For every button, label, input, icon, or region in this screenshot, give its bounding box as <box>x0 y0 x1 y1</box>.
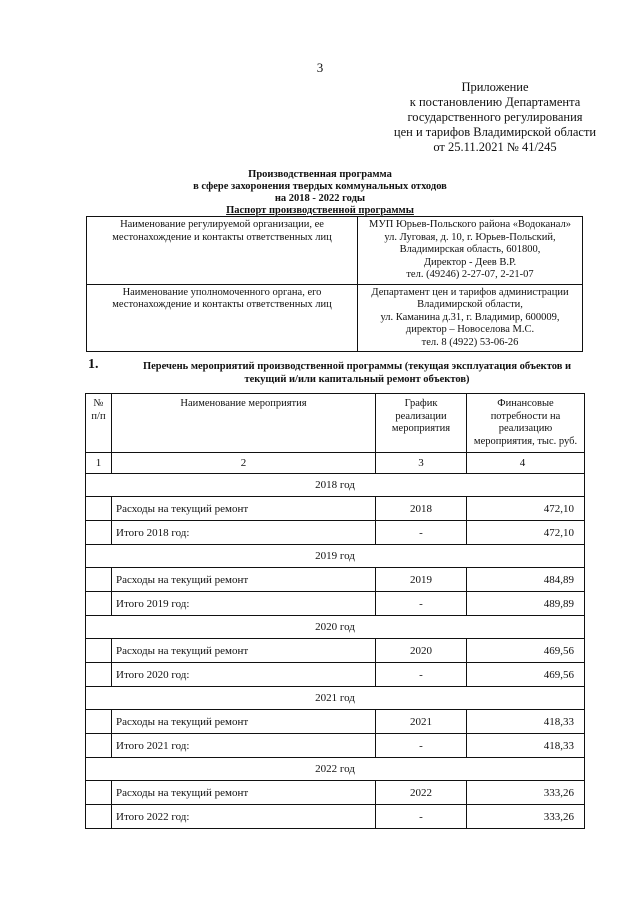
total-label: Итого 2020 год: <box>112 663 376 687</box>
measure-amount: 472,10 <box>467 497 585 521</box>
measures-table <box>85 393 585 829</box>
year-heading-row <box>86 545 585 568</box>
row-number <box>86 710 112 734</box>
index-cell: 4 <box>467 453 585 474</box>
table-row <box>86 710 585 734</box>
measures-body <box>86 453 585 829</box>
year-heading: 2021 год <box>86 687 585 710</box>
passport-value <box>358 284 583 352</box>
table-row <box>86 497 585 521</box>
total-row <box>86 663 585 687</box>
passport-label: Наименование уполномоченного органа, его местонахождение и контакты ответственных лиц <box>87 284 358 352</box>
year-heading-row <box>86 758 585 781</box>
total-amount: 472,10 <box>467 521 585 545</box>
passport-label: Наименование регулируемой организации, ее местонахождение и контакты ответственных лиц <box>87 217 358 285</box>
total-amount: 333,26 <box>467 805 585 829</box>
passport-value-line: ул. Луговая, д. 10, г. Юрьев-Польский, <box>384 231 556 243</box>
total-label: Итого 2018 год: <box>112 521 376 545</box>
index-row <box>86 453 585 474</box>
index-cell: 3 <box>376 453 467 474</box>
appendix-line: цен и тарифов Владимирской области <box>393 125 597 139</box>
total-label: Итого 2019 год: <box>112 592 376 616</box>
passport-value <box>358 217 583 285</box>
measure-schedule: 2018 <box>376 497 467 521</box>
total-schedule: - <box>376 805 467 829</box>
table-header-row <box>86 394 585 453</box>
measure-name: Расходы на текущий ремонт <box>112 497 376 521</box>
measure-name: Расходы на текущий ремонт <box>112 639 376 663</box>
row-number <box>86 592 112 616</box>
passport-title: Паспорт производственной программы <box>226 205 414 216</box>
appendix-line: от 25.11.2021 № 41/245 <box>433 140 557 154</box>
passport-value-line: Директор - Деев В.Р. <box>423 256 517 268</box>
measure-amount: 469,56 <box>467 639 585 663</box>
total-row <box>86 805 585 829</box>
row-number <box>86 568 112 592</box>
header-finance: Финансовые потребности на реализацию мероприятия, тыс. руб. <box>467 394 585 453</box>
appendix-line: Приложение <box>461 80 529 94</box>
row-number <box>86 734 112 758</box>
row-number <box>86 639 112 663</box>
total-amount: 489,89 <box>467 592 585 616</box>
passport-row <box>87 284 583 352</box>
measure-amount: 333,26 <box>467 781 585 805</box>
measure-name: Расходы на текущий ремонт <box>112 568 376 592</box>
row-number <box>86 805 112 829</box>
passport-value-line: тел. (49246) 2-27-07, 2-21-07 <box>406 269 534 280</box>
total-row <box>86 592 585 616</box>
total-amount: 418,33 <box>467 734 585 758</box>
section-number: 1. <box>88 357 99 372</box>
measure-schedule: 2021 <box>376 710 467 734</box>
measure-amount: 418,33 <box>467 710 585 734</box>
header-schedule: График реализации мероприятия <box>376 394 467 453</box>
year-heading-row <box>86 474 585 497</box>
passport-table <box>86 216 583 352</box>
passport-value-line: ул. Каманина д.31, г. Владимир, 600009, <box>380 311 560 323</box>
row-number <box>86 497 112 521</box>
appendix-line: государственного регулирования <box>407 110 583 124</box>
total-label: Итого 2022 год: <box>112 805 376 829</box>
row-number <box>86 521 112 545</box>
table-row <box>86 639 585 663</box>
index-cell: 1 <box>86 453 112 474</box>
measure-schedule: 2022 <box>376 781 467 805</box>
total-amount: 469,56 <box>467 663 585 687</box>
measure-schedule: 2019 <box>376 568 467 592</box>
document-title <box>0 169 640 217</box>
measure-name: Расходы на текущий ремонт <box>112 710 376 734</box>
year-heading: 2019 год <box>86 545 585 568</box>
passport-value-line: Владимирской области, <box>417 299 523 310</box>
passport-row <box>87 217 583 285</box>
passport-value-line: Департамент цен и тарифов администрации <box>371 286 569 298</box>
header-name: Наименование мероприятия <box>112 394 376 453</box>
year-heading-row <box>86 616 585 639</box>
table-row <box>86 781 585 805</box>
total-schedule: - <box>376 734 467 758</box>
year-heading-row <box>86 687 585 710</box>
title-line: Производственная программа <box>248 169 392 180</box>
total-schedule: - <box>376 592 467 616</box>
measure-schedule: 2020 <box>376 639 467 663</box>
measure-name: Расходы на текущий ремонт <box>112 781 376 805</box>
passport-value-line: директор – Новоселова М.С. <box>405 324 535 335</box>
section-title: Перечень мероприятий производственной программы (текущая эксплуатация объектов и текущий и/или капитальный ремонт объектов) <box>142 361 572 385</box>
passport-value-line: МУП Юрьев-Польского района «Водоканал» <box>369 219 571 230</box>
row-number <box>86 781 112 805</box>
total-label: Итого 2021 год: <box>112 734 376 758</box>
table-row <box>86 568 585 592</box>
title-line: на 2018 - 2022 годы <box>274 193 366 204</box>
measure-amount: 484,89 <box>467 568 585 592</box>
header-no: № п/п <box>86 394 112 453</box>
index-cell: 2 <box>112 453 376 474</box>
appendix-line: к постановлению Департамента <box>409 95 581 109</box>
year-heading: 2018 год <box>86 474 585 497</box>
total-schedule: - <box>376 663 467 687</box>
appendix-block <box>360 80 630 155</box>
total-row <box>86 521 585 545</box>
row-number <box>86 663 112 687</box>
passport-value-line: тел. 8 (4922) 53-06-26 <box>421 336 519 348</box>
total-schedule: - <box>376 521 467 545</box>
passport-value-line: Владимирская область, 601800, <box>399 244 541 255</box>
year-heading: 2020 год <box>86 616 585 639</box>
title-line: в сфере захоронения твердых коммунальных отходов <box>193 181 447 192</box>
year-heading: 2022 год <box>86 758 585 781</box>
page-number: 3 <box>316 60 324 75</box>
total-row <box>86 734 585 758</box>
section-heading <box>88 357 588 386</box>
